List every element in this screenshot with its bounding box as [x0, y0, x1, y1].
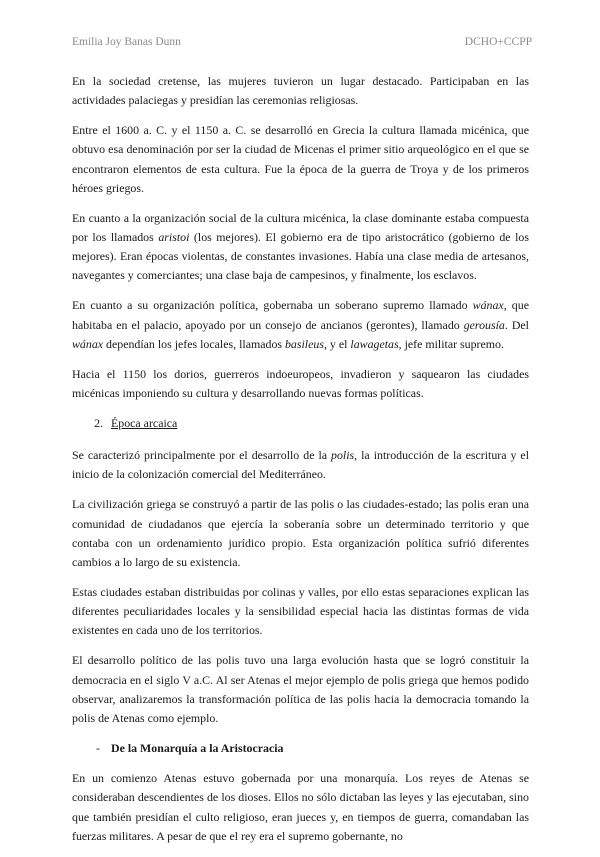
paragraph-archaic-intro: [72, 446, 529, 484]
text-run: (los mejores). El gobierno era de tipo aristocrático (gobierno de los mejores). Eran épocas violentas, de constantes invasiones. Había una clase media de artesanos, navegantes y comerciantes; una clase baja de campesinos, y finalmente, los esclavos.: [72, 230, 529, 283]
paragraph-social-organization: [72, 209, 529, 286]
paragraph-mycenaean-culture: Entre el 1600 a. C. y el 1150 a. C. se desarrolló en Grecia la cultura llamada micénica, que obtuvo esa denominación por ser la ciudad de Micenas el primer sitio arqueológico en el que se encontraron elementos de esta cultura. Fue la época de la guerra de Troya y de los primeros héroes griegos.: [72, 123, 529, 195]
term-aristoi: aristoi: [158, 230, 190, 245]
course-code: DCHO+CCPP: [464, 36, 532, 48]
text-run: ), llamado: [410, 317, 464, 332]
paragraph-political-evolution: El desarrollo político de las polis tuvo una larga evolución hasta que se logró constituir la democracia en el siglo V a.C. Al ser Atenas el mejor ejemplo de polis griega que hemos podido observar, analizaremos la transformación política de las polis hacia la democracia tomando la polis de Atenas como ejemplo.: [72, 653, 529, 726]
paragraph-political-organization: [72, 296, 529, 354]
paragraph-geography: Estas ciudades estaban distribuidas por colinas y valles, por ello estas separaciones explican las diferentes peculiaridades locales y la sensibilidad especial hacia las distintas formas de vida existentes en cada uno de los territorios.: [72, 585, 529, 638]
paragraph-cretan-women: En la sociedad cretense, las mujeres tuvieron un lugar destacado. Participaban en las actividades palaciegas y presidían las ceremonias religiosas.: [72, 74, 529, 108]
subsection-heading-monarchy: [72, 739, 529, 758]
section-title: Época arcaica: [111, 416, 178, 431]
text-run: , la introducción de la escritura y el inicio de la colonización comercial del Mediterráneo.: [72, 448, 529, 482]
text-run: En cuanto a la organización social de la cultura micénica, la clase dominante estaba compuesta por los llamados: [72, 210, 529, 245]
paragraph-athens-monarchy: En un comienzo Atenas estuvo gobernada por una monarquía. Los reyes de Atenas se consideraban descendientes de los dioses. Ellos no sólo dictaban las leyes y las ejecutaban, sino que también presidían el culto religioso, eran jueces y, en tiempos de guerra, comandaban las fuerzas militares. A pesar de que el rey era el supremo gobernante, no: [72, 771, 529, 843]
text-run: . Del: [504, 317, 529, 332]
text-run: , jefe militar supremo.: [398, 336, 504, 351]
term-polis: polis: [331, 448, 355, 463]
section-number: 2.: [94, 416, 103, 431]
bullet-dash: -: [96, 741, 100, 756]
term-wanax: wánax: [72, 336, 104, 351]
text-run: dependían los jefes locales, llamados: [103, 336, 285, 351]
term-basileus: basileus: [284, 336, 324, 351]
section-heading-archaic: [72, 414, 529, 433]
term-lawagetas: lawagetas: [350, 336, 399, 351]
term-gerousia: gerousía: [463, 317, 505, 332]
subsection-title: De la Monarquía a la Aristocracia: [111, 741, 284, 756]
text-run: , y el: [323, 336, 351, 351]
paragraph-city-states: La civilización griega se construyó a partir de las polis o las ciudades-estado; las polis eran una comunidad de ciudadanos que ejercía la soberanía sobre un determinado territorio y que contaba con un ordenamiento jurídico propio. Esta organización política sufrió diferentes cambios a lo largo de su existencia.: [72, 497, 529, 570]
text-run: En cuanto a su organización política, gobernaba un soberano supremo llamado: [72, 298, 473, 313]
author-name: Emilia Joy Banas Dunn: [72, 36, 181, 48]
text-run: , que habitaba en el palacio, apoyado por un consejo de ancianos (gerontes: [72, 298, 529, 332]
term-wanax: wánax: [472, 298, 504, 313]
paragraph-dorian-invasion: Hacia el 1150 los dorios, guerreros indoeuropeos, invadieron y saquearon las ciudades micénicas imponiendo su cultura y desarrollando nuevas formas políticas.: [72, 366, 529, 401]
page-header: [72, 36, 532, 48]
document-body: [72, 72, 529, 857]
text-run: Se caracterizó principalmente por el desarrollo de la: [72, 448, 332, 463]
